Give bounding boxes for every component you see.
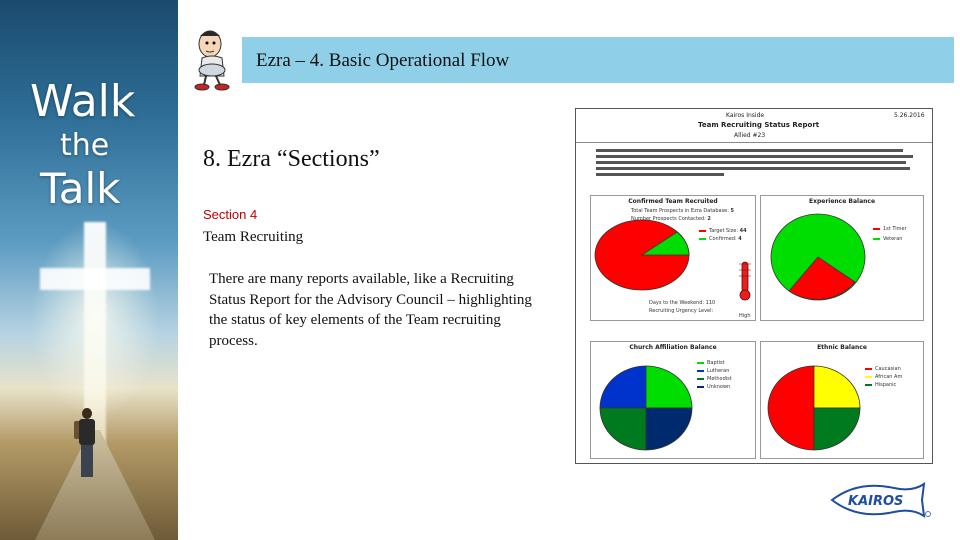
report-title: Team Recruiting Status Report xyxy=(698,121,820,129)
stat-total: Total Team Prospects in Ezra Database: 5 xyxy=(631,208,735,214)
legend-lutheran: Lutheran xyxy=(697,368,729,374)
banner-word-talk: Talk xyxy=(40,164,121,213)
cartoon-character-icon xyxy=(188,24,246,94)
cross-horizontal xyxy=(40,268,150,290)
days-to-weekend: Days to the Weekend: 110 xyxy=(649,300,716,306)
legend-african-am: African Am xyxy=(865,374,902,380)
report-subtitle: Allied #23 xyxy=(734,132,766,139)
church-affiliation-panel xyxy=(590,341,756,459)
legend-unknown: Unknown xyxy=(697,384,730,390)
banner-word-walk: Walk xyxy=(30,76,136,127)
slide-title: Ezra – 4. Basic Operational Flow xyxy=(256,50,510,71)
legend-veteran: Veteran xyxy=(873,236,902,242)
report-intro-text xyxy=(596,149,916,185)
experience-balance-panel xyxy=(760,195,924,321)
description-paragraph: There are many reports available, like a Recruiting Status Report for the Advisory Council – highlighting the status of key elements of the Team recruiting process. xyxy=(209,271,532,349)
legend-caucasian: Caucasian xyxy=(865,366,901,372)
report-header xyxy=(576,109,932,143)
urgency-thermometer-icon xyxy=(737,258,753,302)
legend-hispanic: Hispanic xyxy=(865,382,896,388)
urgency-value: High xyxy=(739,313,751,319)
ethnic-pie-chart xyxy=(767,364,861,452)
experience-pie-chart xyxy=(769,212,867,302)
svg-text:KAIROS: KAIROS xyxy=(848,494,904,509)
stat-target: Target Size: 44 xyxy=(699,228,747,234)
church-pie-chart xyxy=(599,364,693,452)
section-name: Team Recruiting xyxy=(203,229,304,245)
stat-contacted: Number Prospects Contacted: 2 xyxy=(631,216,711,222)
banner-word-the: the xyxy=(60,128,110,163)
section-number-label: Section 4 xyxy=(203,207,258,222)
church-affiliation-title: Church Affiliation Balance xyxy=(629,344,717,351)
legend-baptist: Baptist xyxy=(697,360,725,366)
report-org: Kairos Inside xyxy=(726,112,765,119)
experience-balance-title: Experience Balance xyxy=(808,198,876,205)
confirmed-team-panel xyxy=(590,195,756,321)
urgency-level-label: Recruiting Urgency Level: xyxy=(649,308,714,314)
kairos-logo-icon xyxy=(828,478,932,522)
confirmed-pie-chart xyxy=(593,218,691,292)
recruiting-status-report-image xyxy=(575,108,933,464)
stat-confirmed: Confirmed: 4 xyxy=(699,236,742,242)
legend-1st-timer: 1st Timer xyxy=(873,226,907,232)
legend-methodist: Methodist xyxy=(697,376,732,382)
section-heading: 8. Ezra “Sections” xyxy=(203,146,380,172)
walking-man-figure xyxy=(74,408,100,480)
ethnic-balance-title: Ethnic Balance xyxy=(817,344,867,351)
confirmed-team-title: Confirmed Team Recruited xyxy=(628,198,718,205)
report-date: 5.26.2016 xyxy=(894,112,925,119)
walk-the-talk-banner xyxy=(0,0,178,540)
ethnic-balance-panel xyxy=(760,341,924,459)
